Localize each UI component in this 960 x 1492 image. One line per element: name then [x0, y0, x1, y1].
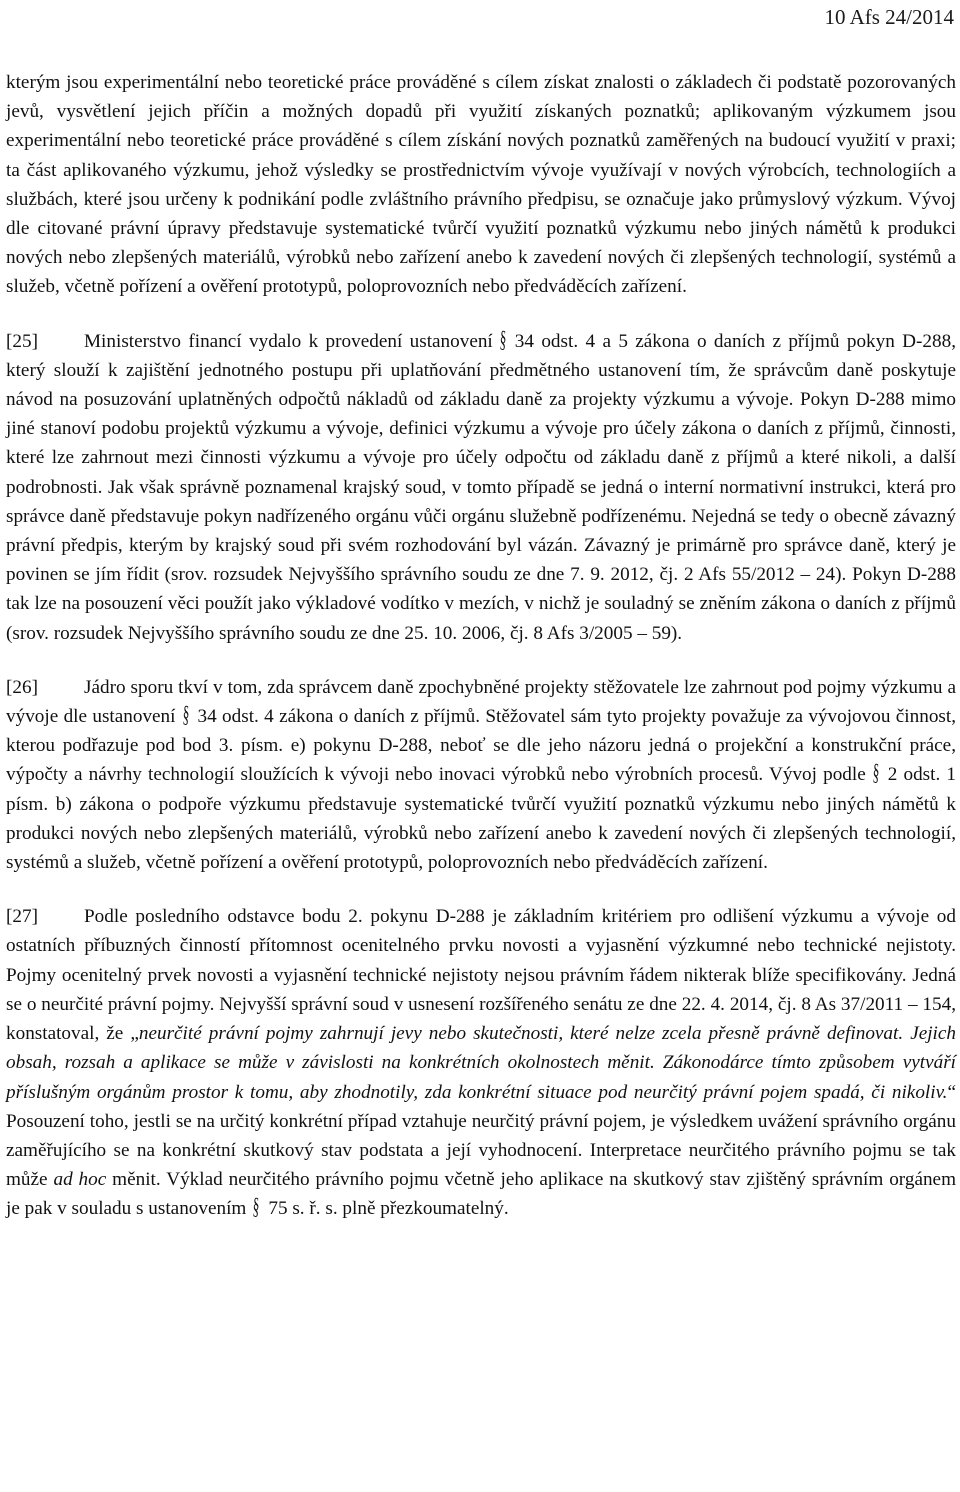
- page-header-case-number: 10 Afs 24/2014: [824, 5, 954, 29]
- paragraph-26: [6, 673, 956, 877]
- document-body: [6, 68, 956, 1224]
- paragraph-text: 34 odst. 4 zákona o daních z příjmů. Stěžovatel sám tyto projekty považuje za vývojovou činnost, kterou podřazuje pod bod 3. písm. e) pokynu D-288, neboť se dle jeho názoru jedná o projekční a konstrukční práce, výpočty a návrhy technologií sloužících k vývoji nebo inovaci výrobků nebo výrobních procesů. Vývoj podle: [6, 706, 957, 786]
- paragraph-27: [6, 902, 956, 1223]
- paragraph-text: Ministerstvo financí vydalo k provedení ustanovení: [84, 330, 493, 352]
- paragraph-text: Podle posledního odstavce bodu 2. pokynu D-288 je základním kritériem pro odlišení výzkumu a vývoje od ostatních příbuzných činností přítomnost ocenitelného prvku novosti a vyjasnění výzkumné nebo technické nejistoty. Pojmy ocenitelný prvek novosti a vyjasnění technické nejistoty nejsou právním řádem nikterak blíže specifikovány. Jedná se o neurčité právní pojmy. Nejvyšší správní soud v usnesení rozšířeného senátu ze dne 22. 4. 2014, čj. 8 As 37/2011 – 154, konstatoval, že „: [6, 906, 956, 1045]
- paragraph-number: [26]: [6, 676, 38, 698]
- paragraph-text: 34 odst. 4 a 5 zákona o daních z příjmů pokyn D-288, který slouží k zajištění jednotného postupu při uplatňování předmětného ustanovení tím, že správcům daně poskytuje návod na posuzování uplatněných odpočtů nákladů od základu daně za projekty výzkumu a vývoje. Pokyn D-288 mimo jiné stanoví podobu projektů výzkumu a vývoje, definici výzkumu a vývoje pro účely zákona o daních z příjmů, činnosti, které lze zahrnout mezi činnosti výzkumu a vývoje pro účely odpočtu od základu daně z příjmů a které nikoli, a další podrobnosti. Jak však správně poznamenal krajský soud, v tomto případě se jedná o interní normativní instrukci, která pro správce daně představuje pokyn nadřízeného orgánu vůči orgánu služebně podřízenému. Nejedná se tedy o obecně závazný právní předpis, kterým by krajský soud při svém rozhodování byl vázán. Závazný je primárně pro správce daně, který je povinen se jím řídit (srov. rozsudek Nejvyššího správního soudu ze dne 7. 9. 2012, čj. 2 Afs 55/2012 – 24). Pokyn D-288 tak lze na posouzení věci použít jako výkladové vodítko v mezích, v nichž je souladný se zněním zákona o daních z příjmů (srov. rozsudek Nejvyššího správního soudu ze dne 25. 10. 2006, čj. 8 Afs 3/2005 – 59).: [6, 330, 957, 644]
- italic-term: ad hoc: [53, 1169, 107, 1191]
- paragraph-text: kterým jsou experimentální nebo teoretické práce prováděné s cílem získat znalosti o základech či podstatě pozorovaných jevů, vysvětlení jejich příčin a možných dopadů při využití získaných poznatků; aplikovaným výzkumem jsou experimentální nebo teoretické práce prováděné s cílem získání nových poznatků zaměřených na budoucí využití v praxi; ta část aplikovaného výzkumu, jehož výsledky se prostřednictvím vývoje využívají v nových výrobcích, technologiích a službách, které jsou určeny k podnikání podle zvláštního právního předpisu, se označuje jako průmyslový výzkum. Vývoj dle citované právní úpravy představuje systematické tvůrčí využití poznatků výzkumu nebo jiných námětů k produkci nových nebo zlepšených materiálů, výrobků nebo zařízení anebo k zavedení nových či zlepšených technologií, systémů a služeb, včetně pořízení a ověření prototypů, poloprovozních nebo předváděcích zařízení.: [6, 72, 956, 298]
- paragraph-continuation: [6, 68, 956, 302]
- section-sign: §: [252, 1193, 261, 1221]
- italic-quotation: neurčité právní pojmy zahrnují jevy nebo skutečnosti, které nelze zcela přesně právně definovat. Jejich obsah, rozsah a aplikace se může v závislosti na konkrétních okolnostech měnit. Zákonodárce tímto způsobem vytváří příslušným orgánům prostor k tomu, aby zhodnotily, zda konkrétní situace pod neurčitý právní pojem spadá, či nikoliv.: [6, 1023, 956, 1103]
- paragraph-number: [25]: [6, 330, 38, 352]
- paragraph-25: [6, 327, 956, 648]
- paragraph-text: 75 s. ř. s. plně přezkoumatelný.: [268, 1198, 509, 1220]
- section-sign: §: [181, 701, 190, 729]
- section-sign: §: [498, 326, 507, 354]
- paragraph-text: měnit. Výklad neurčitého právního pojmu včetně jeho aplikace na skutkový stav zjištěný správním orgánem je pak v souladu s ustanovením: [6, 1169, 956, 1220]
- paragraph-text: Jádro sporu tkví v tom, zda správcem daně zpochybněné projekty stěžovatele lze zahrnout pod pojmy výzkumu a vývoje dle ustanovení: [6, 676, 956, 728]
- paragraph-number: [27]: [6, 906, 38, 928]
- paragraph-text: 2 odst. 1 písm. b) zákona o podpoře výzkumu představuje systematické tvůrčí využití poznatků výzkumu nebo jiných námětů k produkci nových nebo zlepšených materiálů, výrobků nebo zařízení anebo k zavedení nových či zlepšených technologií, systémů a služeb, včetně pořízení a ověření prototypů, poloprovozních nebo předváděcích zařízení.: [6, 764, 956, 874]
- paragraph-text: “ Posouzení toho, jestli se na určitý konkrétní případ vztahuje neurčitý právní pojem, je výsledkem uvážení správního orgánu zaměřujícího se na konkrétní skutkový stav podstata a její vyhodnocení. Interpretace neurčitého právního pojmu se tak může: [6, 1081, 956, 1191]
- section-sign: §: [871, 759, 880, 788]
